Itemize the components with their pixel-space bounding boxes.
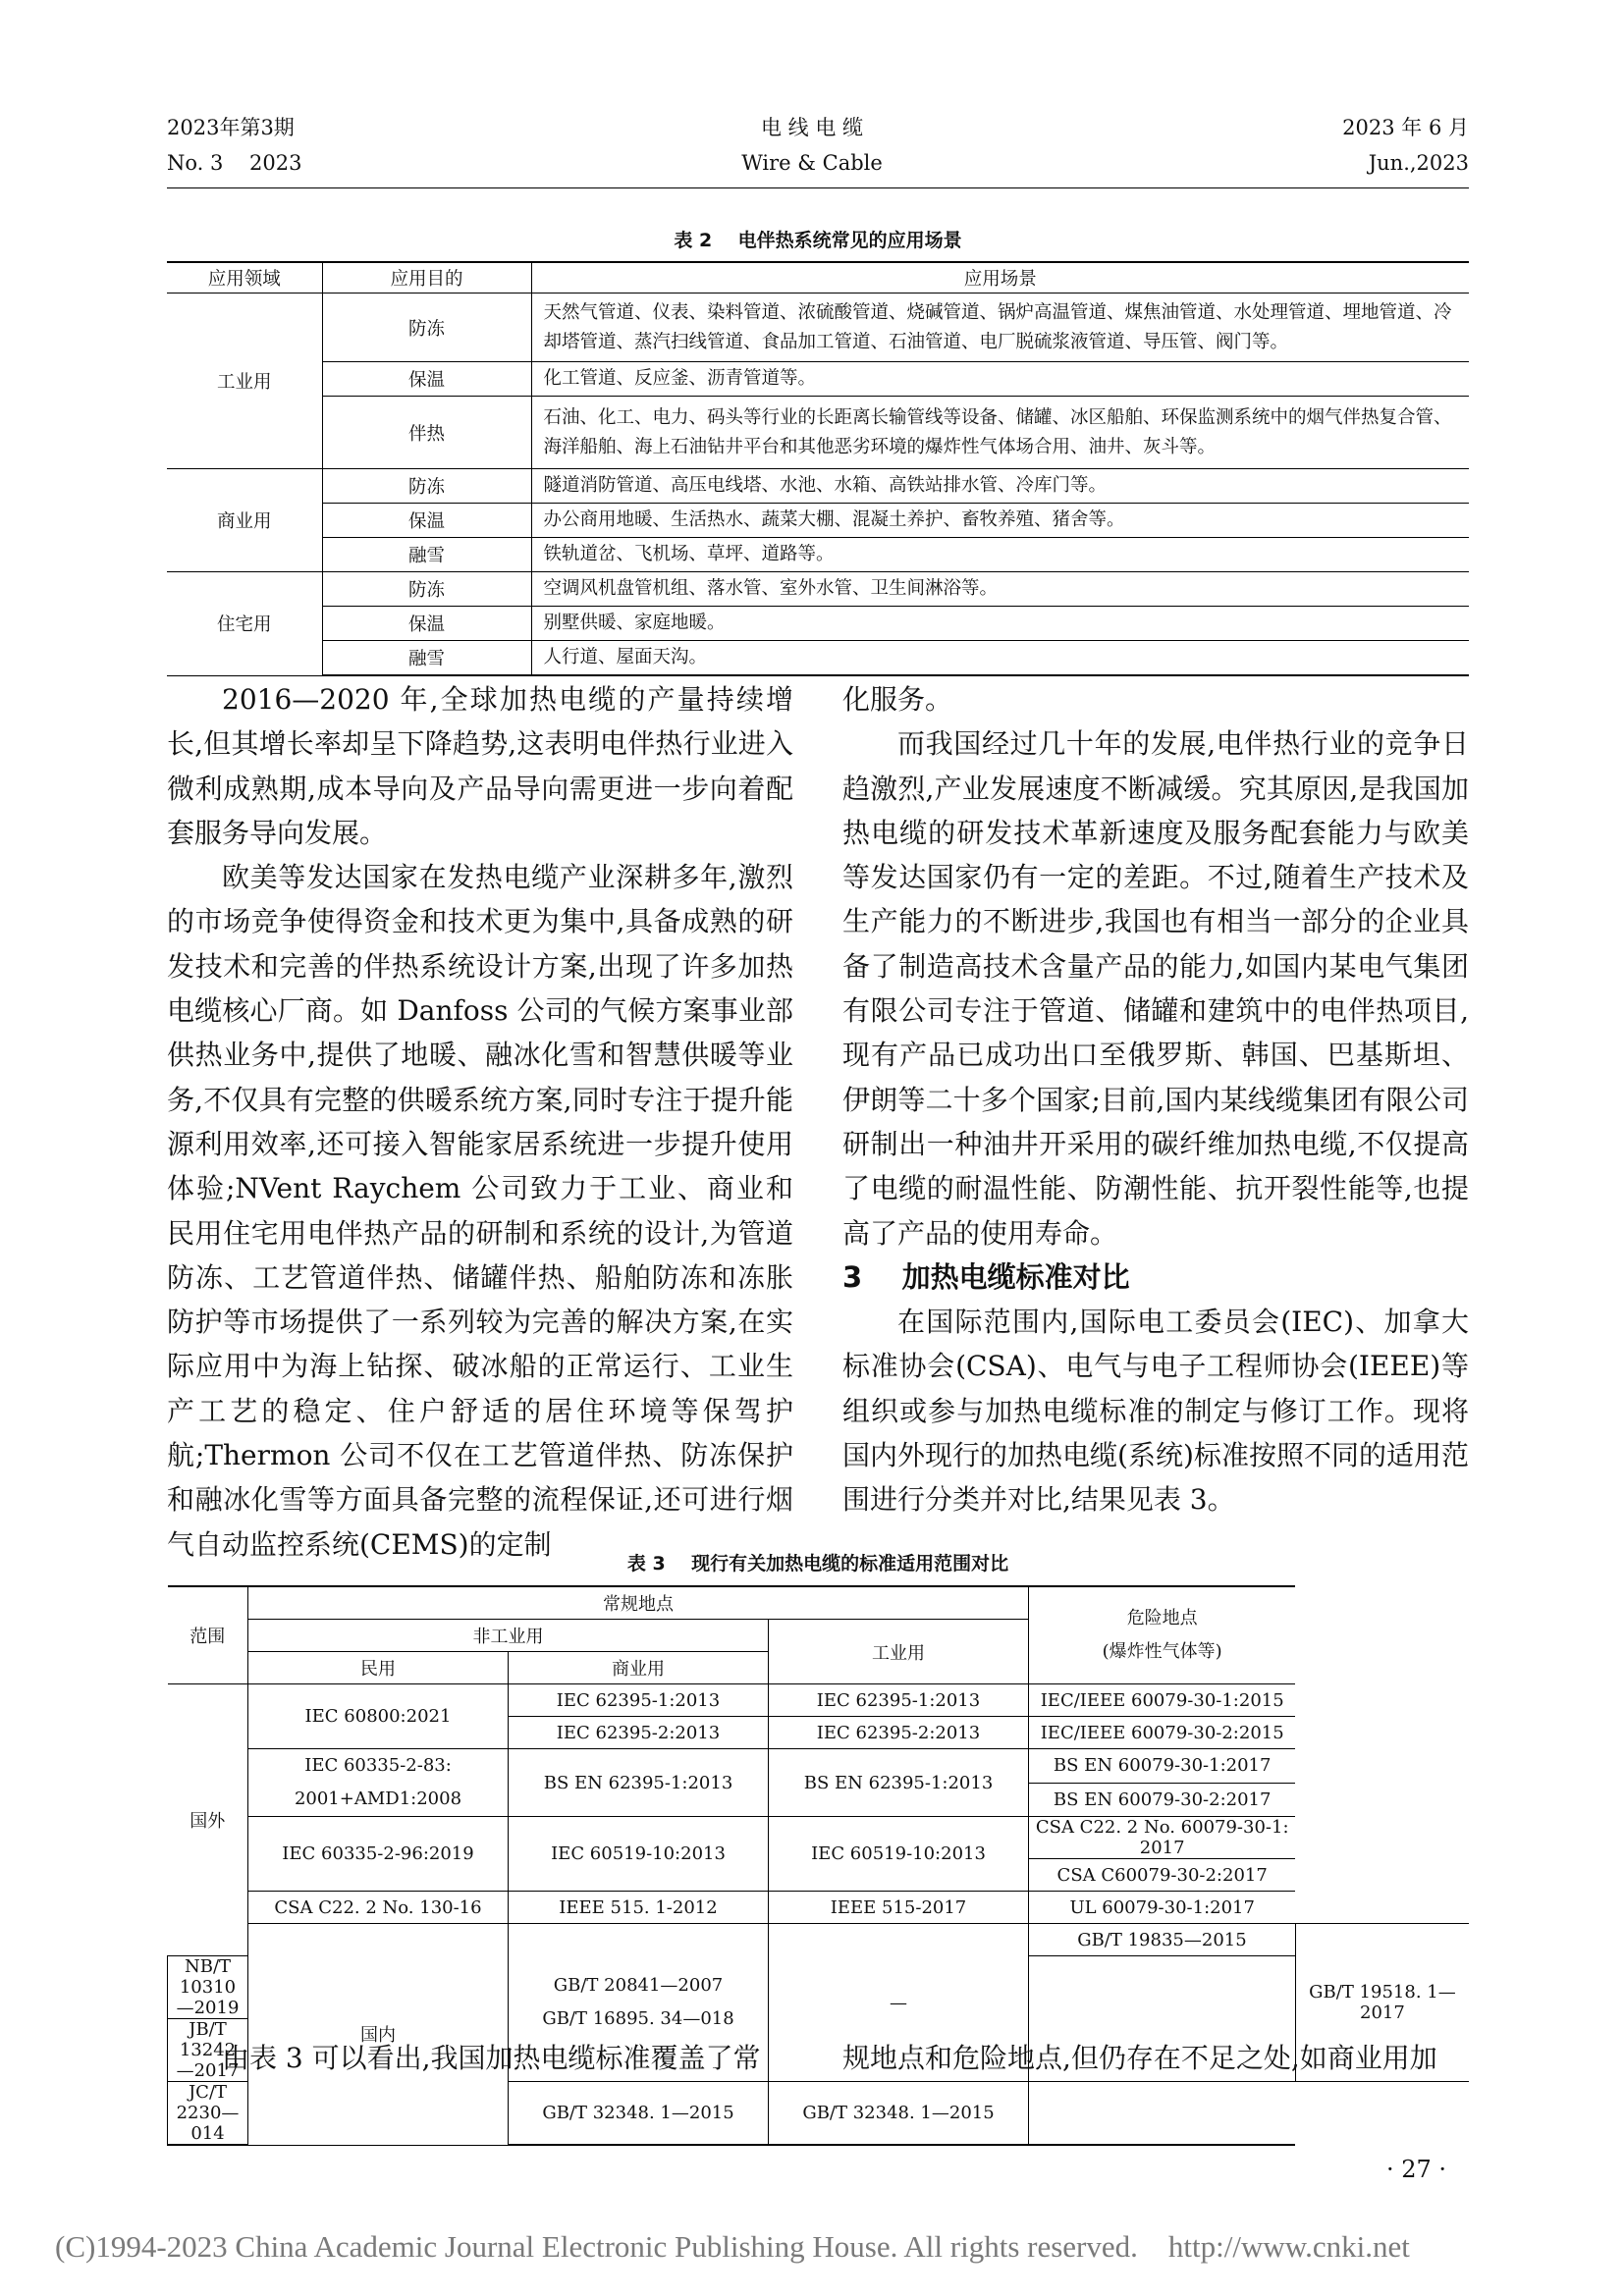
table3-header-commercial: 商业用 xyxy=(509,1652,769,1684)
table3-cell: IEC 60335-2-96:2019 xyxy=(248,1817,509,1892)
table3-cell: IEC 60519-10:2013 xyxy=(509,1817,769,1892)
table2-purpose: 融雪 xyxy=(322,641,531,676)
paragraph: 在国际范围内,国际电工委员会(IEC)、加拿大标准协会(CSA)、电气与电子工程师协会(IEEE)等组织或参与加热电缆标准的制定与修订工作。现将国内外现行的加热电缆(系统)标准按照不同的适用范围进行分类并对比,结果见表 3。 xyxy=(842,1306,1469,1517)
journal-title-en: Wire & Cable xyxy=(741,151,883,175)
table2-scene: 石油、化工、电力、码头等行业的长距离长输管线等设备、储罐、冰区船舶、环保监测系统中的烟气伴热复合管、海洋船舶、海上石油钻井平台和其他恶劣环境的爆炸性气体场合用、油井、灰斗等。 xyxy=(531,397,1469,469)
table2-purpose: 融雪 xyxy=(322,538,531,572)
table2-purpose: 防冻 xyxy=(322,572,531,607)
table3-header-regular: 常规地点 xyxy=(248,1586,1029,1620)
table3-header-scope: 范围 xyxy=(168,1586,248,1684)
table2-scene: 办公商用地暖、生活热水、蔬菜大棚、混凝土养护、畜牧养殖、猪舍等。 xyxy=(531,504,1469,538)
table3-cell: JB/T 13242—2017 xyxy=(168,2019,248,2082)
table3-cell: GB/T 19835—2015 xyxy=(1029,1924,1296,1956)
paragraph: 而我国经过几十年的发展,电伴热行业的竞争日趋激烈,产业发展速度不断减缓。究其原因,是我国加热电缆的研发技术革新速度及服务配套能力与欧美等发达国家仍有一定的差距。不过,随着生产技术及生产能力的不断进步,我国也有相当一部分的企业具备了制造高技术含量产品的能力,如国内某电气集团有限公司专注于管道、储罐和建筑中的电伴热项目,现有产品已成功出口至俄罗斯、韩国、巴基斯坦、伊朗等二十多个国家;目前,国内某线缆集团有限公司研制出一种油井开采用的碳纤维加热电缆,不仅提高了电缆的耐温性能、防潮性能、抗开裂性能等,也提高了产品的使用寿命。 xyxy=(842,727,1469,1250)
issue-date-cn: 2023 年 6 月 xyxy=(1342,116,1469,139)
table2-purpose: 保温 xyxy=(322,362,531,397)
table3-cell: IEC/IEEE 60079-30-1:2015 xyxy=(1029,1684,1296,1717)
table3-cell: CSA C22. 2 No. 130-16 xyxy=(248,1892,509,1924)
table3-cell-line: GB/T 20841—2007 xyxy=(553,1975,724,1996)
issue-date-en: Jun.,2023 xyxy=(1368,151,1469,175)
table2-caption: 表 2 电伴热系统常见的应用场景 xyxy=(674,230,962,251)
right-column-bottom xyxy=(842,2036,1469,2080)
table3-cell-line: GB/T 16895. 34—018 xyxy=(542,2008,734,2029)
table3-cell: CSA C22. 2 No. 60079-30-1: 2017 xyxy=(1029,1817,1296,1859)
left-column-bottom xyxy=(167,2036,793,2080)
table3-header-hazard-line2: (爆炸性气体等) xyxy=(1102,1641,1222,1662)
journal-issue-en: No. 3 2023 xyxy=(167,151,302,175)
table2-domain: 住宅用 xyxy=(167,572,322,676)
table2-domain: 工业用 xyxy=(167,294,322,469)
table2 xyxy=(167,261,1469,676)
table3-cell: GB/T 19518. 1—2017 xyxy=(1295,1924,1469,2082)
table3-cell: BS EN 60079-30-1:2017 xyxy=(1029,1749,1296,1784)
table3-header-civil: 民用 xyxy=(248,1652,509,1684)
table3-header-hazard xyxy=(1029,1586,1296,1684)
table2-scene: 隧道消防管道、高压电线塔、水池、水箱、高铁站排水管、冷库门等。 xyxy=(531,469,1469,504)
table3-header-industrial: 工业用 xyxy=(769,1620,1029,1684)
table3-cell: NB/T 10310—2019 xyxy=(168,1956,248,2019)
paragraph: 2016—2020 年,全球加热电缆的产量持续增长,但其增长率却呈下降趋势,这表明电伴热行业进入微利成熟期,成本导向及产品导向需更进一步向着配套服务导向发展。 xyxy=(167,683,793,849)
table3-cell: IEC/IEEE 60079-30-2:2015 xyxy=(1029,1717,1296,1749)
table2-scene: 空调风机盘管机组、落水管、室外水管、卫生间淋浴等。 xyxy=(531,572,1469,607)
table2-purpose: 保温 xyxy=(322,504,531,538)
table3-cell: IEC 60519-10:2013 xyxy=(769,1817,1029,1892)
table2-domain: 商业用 xyxy=(167,469,322,572)
table3-cell: IEC 62395-1:2013 xyxy=(509,1684,769,1717)
table2-purpose: 防冻 xyxy=(322,294,531,362)
table2-header-purpose: 应用目的 xyxy=(322,262,531,294)
table2-scene: 天然气管道、仪表、染料管道、浓硫酸管道、烧碱管道、锅炉高温管道、煤焦油管道、水处理管道、埋地管道、冷却塔管道、蒸汽扫线管道、食品加工管道、石油管道、电厂脱硫浆液管道、导压管、阀门等。 xyxy=(531,294,1469,362)
table3-cell: CSA C60079-30-2:2017 xyxy=(1029,1859,1296,1892)
table2-purpose: 伴热 xyxy=(322,397,531,469)
table2-header-scene: 应用场景 xyxy=(531,262,1469,294)
table3-cell: IEC 62395-2:2013 xyxy=(509,1717,769,1749)
table3-header-nonindustrial: 非工业用 xyxy=(248,1620,769,1652)
table2-scene: 人行道、屋面天沟。 xyxy=(531,641,1469,676)
table3-cell: BS EN 60079-30-2:2017 xyxy=(1029,1783,1296,1817)
page-number: · 27 · xyxy=(1386,2156,1447,2183)
journal-issue-cn: 2023年第3期 xyxy=(167,116,295,139)
table3-cell: BS EN 62395-1:2013 xyxy=(769,1749,1029,1817)
left-column xyxy=(167,677,793,1567)
section-heading: 3 加热电缆标准对比 xyxy=(842,1259,1130,1294)
table3-cell: GB/T 32348. 1—2015 xyxy=(769,2082,1029,2146)
table3-cell: — xyxy=(769,1924,1029,2082)
table3-region-foreign: 国外 xyxy=(168,1684,248,1956)
journal-title-cn: 电 线 电 缆 xyxy=(760,116,864,139)
table3-cell: IEEE 515. 1-2012 xyxy=(509,1892,769,1924)
table2-scene: 化工管道、反应釜、沥青管道等。 xyxy=(531,362,1469,397)
table3-header-hazard-line1: 危险地点 xyxy=(1126,1608,1198,1629)
table3-cell: BS EN 62395-1:2013 xyxy=(509,1749,769,1817)
table3-cell xyxy=(248,1749,509,1817)
table2-scene: 别墅供暖、家庭地暖。 xyxy=(531,607,1469,641)
paragraph: 化服务。 xyxy=(842,683,953,716)
table3-cell: JC/T 2230—014 xyxy=(168,2082,248,2146)
table3-cell: IEC 62395-2:2013 xyxy=(769,1717,1029,1749)
table2-header-domain: 应用领域 xyxy=(167,262,322,294)
paragraph: 规地点和危险地点,但仍存在不足之处,如商业用加 xyxy=(842,2042,1437,2074)
right-column xyxy=(842,677,1469,1522)
paragraph: 欧美等发达国家在发热电缆产业深耕多年,激烈的市场竞争使得资金和技术更为集中,具备成熟的研发技术和完善的伴热系统设计方案,出现了许多加热电缆核心厂商。如 Danfoss 公司的气候方案事业部供热业务中,提供了地暖、融冰化雪和智慧供暖等业务,不仅具有完整的供暖系统方案,同时专注于提升能源利用效率,还可接入智能家居系统进一步提升使用体验;NVent Raychem 公司致力于工业、商业和民用住宅用电伴热产品的研制和系统的设计,为管道防冻、工艺管道伴热、储罐伴热、船舶防冻和冻胀防护等市场提供了一系列较为完善的解决方案,在实际应用中为海上钻探、破冰船的正常运行、工业生产工艺的稳定、住户舒适的居住环境等保驾护航;Thermon 公司不仅在工艺管道伴热、防冻保护和融冰化雪等方面具备完整的流程保证,还可进行烟气自动监控系统(CEMS)的定制 xyxy=(167,861,793,1561)
header-rule xyxy=(167,187,1469,188)
table3-cell-line: 2001+AMD1:2008 xyxy=(294,1789,462,1809)
table2-scene: 铁轨道岔、飞机场、草坪、道路等。 xyxy=(531,538,1469,572)
table2-purpose: 保温 xyxy=(322,607,531,641)
table3-caption: 表 3 现行有关加热电缆的标准适用范围对比 xyxy=(626,1553,1009,1575)
paragraph: 由表 3 可以看出,我国加热电缆标准覆盖了常 xyxy=(222,2042,761,2074)
table3-cell: IEC 60800:2021 xyxy=(248,1684,509,1749)
table3-cell: GB/T 32348. 1—2015 xyxy=(509,2082,769,2146)
table3-cell-empty xyxy=(1029,2082,1296,2146)
table2-purpose: 防冻 xyxy=(322,469,531,504)
table3-cell: IEEE 515-2017 xyxy=(769,1892,1029,1924)
table3-cell: UL 60079-30-1:2017 xyxy=(1029,1892,1296,1924)
table3-cell-line: IEC 60335-2-83: xyxy=(304,1755,452,1776)
table3-cell: IEC 62395-1:2013 xyxy=(769,1684,1029,1717)
copyright-footer: (C)1994-2023 China Academic Journal Electronic Publishing House. All rights reserved. http://www.cnki.net xyxy=(55,2229,1410,2264)
table3-region-domestic: 国内 xyxy=(248,1924,509,2146)
